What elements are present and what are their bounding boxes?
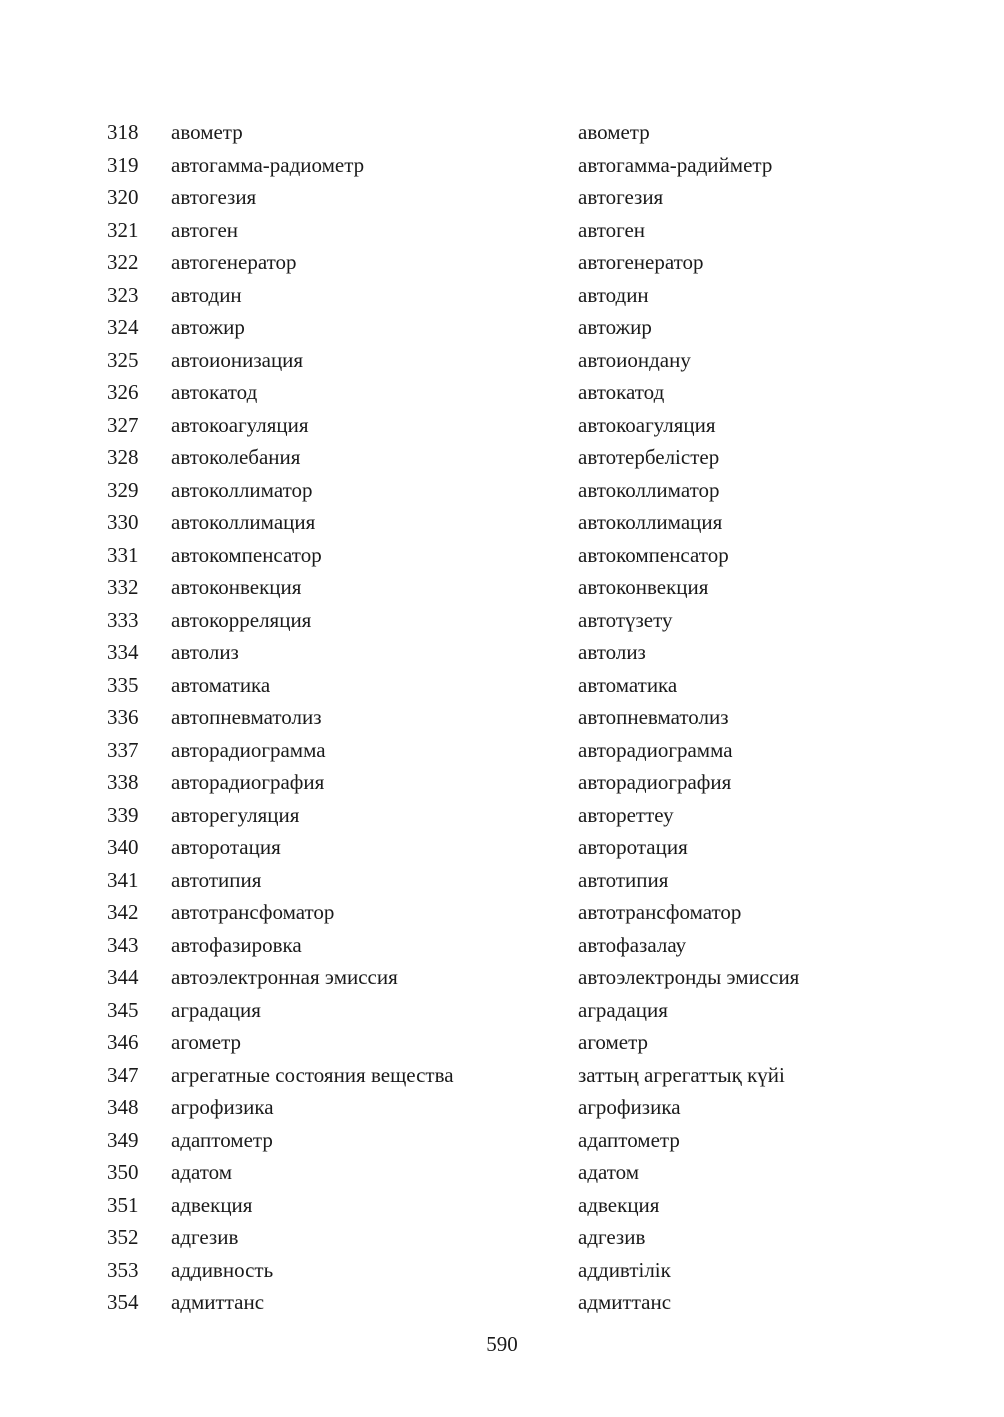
glossary-row	[0, 1189, 1004, 1222]
russian-term: автокоагуляция	[171, 412, 309, 437]
russian-term: аградация	[171, 997, 261, 1022]
kazakh-term: автогезия	[578, 185, 664, 209]
glossary-row	[0, 1059, 1004, 1092]
glossary-row	[0, 929, 1004, 962]
entry-number: 326	[107, 380, 139, 404]
russian-term: авторотация	[171, 835, 281, 859]
entry-number: 325	[107, 347, 139, 372]
entry-number: 333	[107, 607, 139, 632]
russian-term: автоколлиматор	[171, 477, 313, 502]
entry-number: 338	[107, 770, 139, 794]
glossary-row	[0, 571, 1004, 604]
entry-number: 329	[107, 477, 139, 502]
glossary-row	[0, 961, 1004, 994]
glossary-row	[0, 246, 1004, 279]
glossary-row	[0, 1286, 1004, 1319]
glossary-row	[0, 376, 1004, 409]
russian-term: агрофизика	[171, 1095, 274, 1119]
kazakh-term: автоиондану	[578, 347, 691, 372]
glossary-row	[0, 831, 1004, 864]
russian-term: автогамма-радиометр	[171, 152, 365, 177]
entry-number: 330	[107, 510, 139, 534]
kazakh-term: автотипия	[578, 867, 669, 892]
entry-number: 327	[107, 412, 139, 437]
russian-term: адвекция	[171, 1192, 253, 1217]
russian-term: автокатод	[171, 380, 258, 404]
russian-term: авометр	[171, 120, 243, 144]
russian-term: автоэлектронная эмиссия	[171, 965, 398, 989]
entry-number: 321	[107, 217, 139, 242]
entry-number: 342	[107, 900, 139, 924]
russian-term: автоколебания	[171, 445, 301, 469]
russian-term: автофазировка	[171, 932, 302, 957]
kazakh-term: автоколлиматор	[578, 477, 720, 502]
glossary-row	[0, 604, 1004, 637]
russian-term: автолиз	[171, 640, 239, 664]
glossary-row	[0, 1221, 1004, 1254]
entry-number: 347	[107, 1062, 139, 1087]
russian-term: адаптометр	[171, 1127, 273, 1152]
russian-term: аддивность	[171, 1257, 274, 1282]
entry-number: 339	[107, 802, 139, 827]
russian-term: автопневматолиз	[171, 705, 322, 729]
glossary-row	[0, 734, 1004, 767]
russian-term: автоматика	[171, 672, 271, 697]
entry-number: 346	[107, 1030, 139, 1054]
entry-number: 352	[107, 1225, 139, 1249]
russian-term: автокорреляция	[171, 607, 312, 632]
entry-number: 341	[107, 867, 139, 892]
russian-term: автодин	[171, 282, 242, 307]
kazakh-term: автокомпенсатор	[578, 542, 729, 567]
glossary-row	[0, 1091, 1004, 1124]
entry-number: 332	[107, 575, 139, 599]
kazakh-term: агометр	[578, 1030, 649, 1054]
glossary-row	[0, 116, 1004, 149]
kazakh-term: адгезив	[578, 1225, 646, 1249]
entry-number: 328	[107, 445, 139, 469]
page-number: 590	[486, 1332, 518, 1356]
glossary-row	[0, 1156, 1004, 1189]
kazakh-term: авторадиограмма	[578, 737, 733, 762]
glossary-row	[0, 669, 1004, 702]
kazakh-term: автотүзету	[578, 607, 673, 632]
kazakh-term: автолиз	[578, 640, 646, 664]
kazakh-term: автогамма-радийметр	[578, 152, 773, 177]
entry-number: 331	[107, 542, 139, 567]
entry-number: 337	[107, 737, 139, 762]
glossary-row	[0, 1026, 1004, 1059]
kazakh-term: автоматика	[578, 672, 678, 697]
glossary-row	[0, 506, 1004, 539]
kazakh-term: автореттеу	[578, 802, 674, 827]
russian-term: адмиттанс	[171, 1290, 265, 1314]
kazakh-term: авторадиография	[578, 770, 732, 794]
entry-number: 350	[107, 1160, 139, 1184]
glossary-row	[0, 896, 1004, 929]
kazakh-term: автогенератор	[578, 250, 704, 274]
russian-term: автотрансфоматор	[171, 900, 335, 924]
kazakh-term: автотрансфоматор	[578, 900, 742, 924]
entry-number: 340	[107, 835, 139, 859]
russian-term: адатом	[171, 1160, 233, 1184]
entry-number: 334	[107, 640, 139, 664]
entry-number: 348	[107, 1095, 139, 1119]
kazakh-term: автожир	[578, 315, 652, 339]
entry-number: 351	[107, 1192, 139, 1217]
glossary-row	[0, 149, 1004, 182]
glossary-row	[0, 539, 1004, 572]
kazakh-term: автоколлимация	[578, 510, 723, 534]
russian-term: авторегуляция	[171, 802, 300, 827]
glossary-table	[0, 116, 1004, 1319]
glossary-row	[0, 766, 1004, 799]
glossary-row	[0, 994, 1004, 1027]
kazakh-term: автофазалау	[578, 932, 687, 957]
glossary-row	[0, 1254, 1004, 1287]
kazakh-term: автокоагуляция	[578, 412, 716, 437]
entry-number: 320	[107, 185, 139, 209]
kazakh-term: адмиттанс	[578, 1290, 672, 1314]
kazakh-term: авометр	[578, 120, 650, 144]
glossary-row	[0, 701, 1004, 734]
entry-number: 344	[107, 965, 139, 989]
russian-term: автогезия	[171, 185, 257, 209]
russian-term: автоколлимация	[171, 510, 316, 534]
glossary-row	[0, 279, 1004, 312]
glossary-row	[0, 214, 1004, 247]
kazakh-term: адвекция	[578, 1192, 660, 1217]
kazakh-term: заттың агрегаттық күйі	[578, 1062, 785, 1087]
kazakh-term: автокатод	[578, 380, 665, 404]
entry-number: 349	[107, 1127, 139, 1152]
kazakh-term: автоген	[578, 217, 646, 242]
kazakh-term: автоэлектронды эмиссия	[578, 965, 800, 989]
kazakh-term: агрофизика	[578, 1095, 681, 1119]
kazakh-term: автодин	[578, 282, 649, 307]
entry-number: 345	[107, 997, 139, 1022]
glossary-row	[0, 441, 1004, 474]
russian-term: адгезив	[171, 1225, 239, 1249]
entry-number: 322	[107, 250, 139, 274]
russian-term: автоконвекция	[171, 575, 302, 599]
glossary-row	[0, 181, 1004, 214]
glossary-row	[0, 799, 1004, 832]
glossary-row	[0, 1124, 1004, 1157]
glossary-row	[0, 409, 1004, 442]
entry-number: 335	[107, 672, 139, 697]
glossary-row	[0, 474, 1004, 507]
russian-term: автоген	[171, 217, 239, 242]
kazakh-term: авторотация	[578, 835, 688, 859]
entry-number: 343	[107, 932, 139, 957]
kazakh-term: аддивтілік	[578, 1257, 671, 1282]
glossary-row	[0, 636, 1004, 669]
russian-term: автогенератор	[171, 250, 297, 274]
russian-term: автожир	[171, 315, 245, 339]
kazakh-term: автопневматолиз	[578, 705, 729, 729]
entry-number: 324	[107, 315, 139, 339]
glossary-row	[0, 344, 1004, 377]
entry-number: 353	[107, 1257, 139, 1282]
russian-term: автокомпенсатор	[171, 542, 322, 567]
kazakh-term: автотербелістер	[578, 445, 720, 469]
entry-number: 336	[107, 705, 139, 729]
kazakh-term: адатом	[578, 1160, 640, 1184]
glossary-row	[0, 864, 1004, 897]
kazakh-term: аградация	[578, 997, 668, 1022]
entry-number: 354	[107, 1290, 139, 1314]
russian-term: авторадиография	[171, 770, 325, 794]
russian-term: автотипия	[171, 867, 262, 892]
entry-number: 318	[107, 120, 139, 144]
russian-term: агрегатные состояния вещества	[171, 1062, 454, 1087]
entry-number: 319	[107, 152, 139, 177]
kazakh-term: автоконвекция	[578, 575, 709, 599]
russian-term: автоионизация	[171, 347, 304, 372]
russian-term: агометр	[171, 1030, 242, 1054]
entry-number: 323	[107, 282, 139, 307]
glossary-row	[0, 311, 1004, 344]
russian-term: авторадиограмма	[171, 737, 326, 762]
kazakh-term: адаптометр	[578, 1127, 680, 1152]
